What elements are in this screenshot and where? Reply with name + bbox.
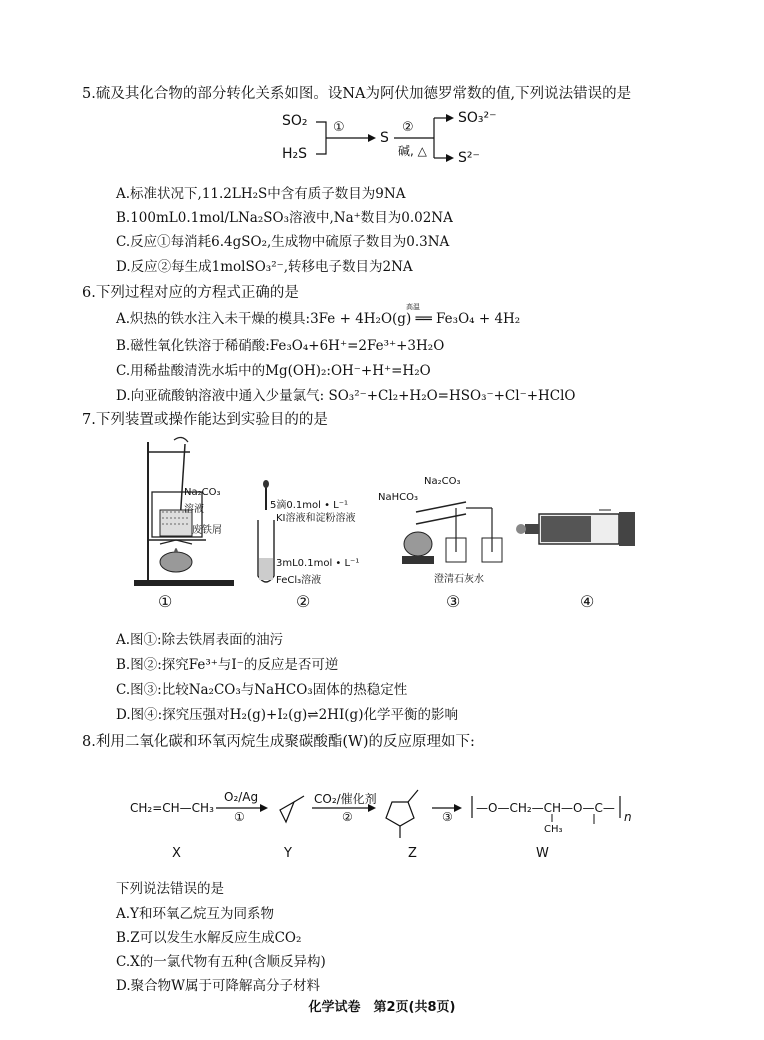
label-w: W: [536, 846, 549, 861]
label-x: X: [172, 846, 181, 861]
q8-scheme: [120, 780, 640, 850]
label-y: Y: [284, 846, 292, 861]
fig2-label-ki-starch: KI溶液和淀粉溶液: [276, 513, 356, 524]
fig3-label-na2co3: Na₂CO₃: [424, 476, 461, 487]
q8-option-c: C.X的一氯代物有五种(含顺反异构): [116, 954, 326, 970]
q6-option-a: A.炽热的铁水注入未干燥的模具:3Fe + 4H₂O(g) ══ Fe₃O₄ + 4H₂: [116, 311, 521, 327]
q8-sub-stem: 下列说法错误的是: [116, 881, 224, 897]
q7-option-c: C.图③:比较Na₂CO₃与NaHCO₃固体的热稳定性: [116, 682, 408, 698]
w-structure: —O—CH₂—CH—O—C—: [476, 801, 615, 815]
label-z: Z: [408, 846, 417, 861]
q7-option-a: A.图①:除去铁屑表面的油污: [116, 632, 284, 648]
page-footer: 化学试卷 第2页(共8页): [308, 1000, 456, 1015]
q8-option-a: A.Y和环氧乙烷互为同系物: [116, 906, 274, 922]
step1-label: ①: [333, 120, 345, 135]
q5-option-a: A.标准状况下,11.2LH₂S中含有质子数目为9NA: [116, 186, 406, 202]
fig-num-1: ①: [158, 592, 173, 611]
r2-number: ②: [342, 810, 353, 824]
cond-label: 碱, △: [398, 144, 427, 158]
r3-number: ③: [442, 810, 453, 824]
fig2-label-ki-conc: 5滴0.1mol • L⁻¹: [270, 500, 349, 511]
r2-condition: CO₂/催化剂: [314, 792, 377, 806]
figure-3-apparatus: [396, 472, 506, 572]
w-n: n: [624, 810, 632, 824]
q8-stem: 8.利用二氧化碳和环氧丙烷生成聚碳酸酯(W)的反应原理如下:: [82, 734, 475, 750]
q8-option-b: B.Z可以发生水解反应生成CO₂: [116, 930, 302, 946]
fig-num-2: ②: [296, 592, 311, 611]
x-structure: CH₂=CH—CH₃: [130, 801, 214, 815]
s-label: S: [380, 130, 389, 146]
high-temp-label: 高温: [406, 303, 420, 311]
w-methyl: CH₃: [544, 824, 563, 835]
q7-stem: 7.下列装置或操作能达到实验目的的是: [82, 412, 328, 428]
q6-option-b: B.磁性氧化铁溶于稀硝酸:Fe₃O₄+6H⁺=2Fe³⁺+3H₂O: [116, 338, 445, 354]
q5-option-b: B.100mL0.1mol/LNa₂SO₃溶液中,Na⁺数目为0.02NA: [116, 210, 453, 226]
figure-4-syringe: [515, 508, 645, 552]
fig1-label-na2co3: Na₂CO₃: [184, 487, 221, 498]
fig1-label-iron-scraps: 废铁屑: [192, 525, 222, 536]
fig-num-3: ③: [446, 592, 461, 611]
r1-condition: O₂/Ag: [224, 790, 259, 804]
fig1-label-solution: 溶液: [184, 504, 204, 515]
s2-label: S²⁻: [458, 150, 480, 166]
fig2-label-fecl3: FeCl₃溶液: [276, 575, 322, 586]
so3-label: SO₃²⁻: [458, 110, 497, 126]
fig2-label-fecl3-conc: 3mL0.1mol • L⁻¹: [276, 558, 360, 569]
r1-number: ①: [234, 810, 245, 824]
h2s-label: H₂S: [282, 146, 308, 162]
fig3-label-limewater: 澄清石灰水: [434, 574, 484, 585]
q5-option-c: C.反应①每消耗6.4gSO₂,生成物中硫原子数目为0.3NA: [116, 234, 450, 250]
q7-option-d: D.图④:探究压强对H₂(g)+I₂(g)⇌2HI(g)化学平衡的影响: [116, 707, 458, 723]
q7-option-b: B.图②:探究Fe³⁺与I⁻的反应是否可逆: [116, 657, 339, 673]
q6-stem: 6.下列过程对应的方程式正确的是: [82, 285, 299, 301]
q8-option-d: D.聚合物W属于可降解高分子材料: [116, 978, 321, 994]
q6-option-d: D.向亚硫酸钠溶液中通入少量氯气: SO₃²⁻+Cl₂+H₂O=HSO₃⁻+Cl⁻+HClO: [116, 388, 576, 404]
step2-label: ②: [402, 120, 414, 135]
q5-option-d: D.反应②每生成1molSO₃²⁻,转移电子数目为2NA: [116, 259, 413, 275]
so2-label: SO₂: [282, 113, 308, 129]
q5-stem: 5.硫及其化合物的部分转化关系如图。设NA为阿伏加德罗常数的值,下列说法错误的是: [82, 86, 632, 102]
q6-option-c: C.用稀盐酸清洗水垢中的Mg(OH)₂:OH⁻+H⁺=H₂O: [116, 363, 431, 379]
fig-num-4: ④: [580, 592, 595, 611]
fig3-label-nahco3: NaHCO₃: [378, 492, 418, 503]
